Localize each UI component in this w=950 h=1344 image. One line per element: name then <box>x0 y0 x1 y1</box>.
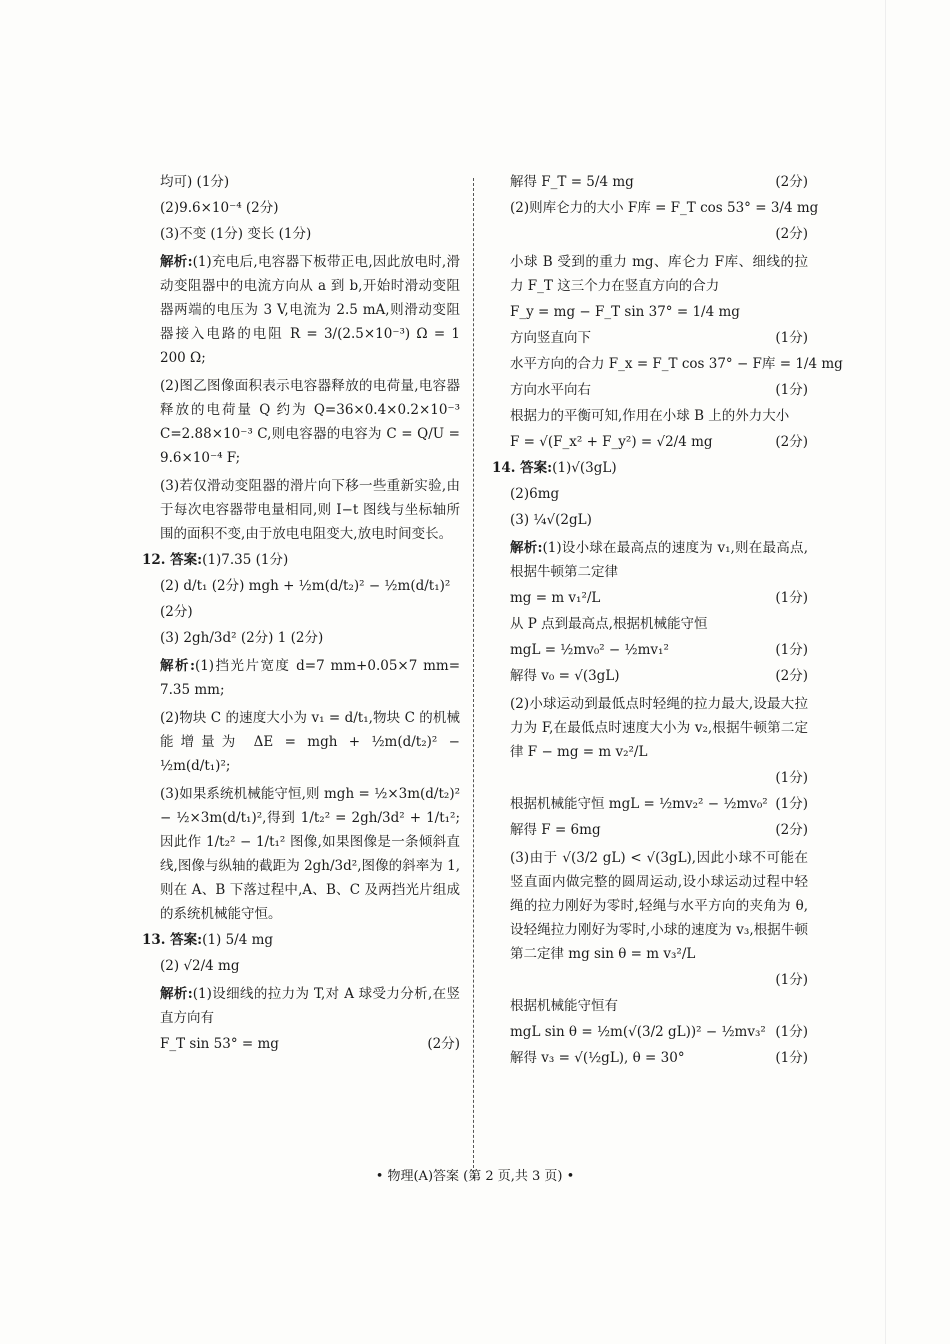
equation-line: 水平方向的合力 F_x = F_T cos 37° − F库 = 1/4 mg <box>510 356 843 372</box>
analysis-para: (3)由于 √(3/2 gL) < √(3gL),因此小球不可能在竖直面内做完整的圆周运动,设小球运动过程中轻绳的拉力刚好为零时,轻绳与水平方向的夹角为 θ,设轻绳拉力刚好为零时,小球的速度为 v₃,根据牛顿第二定律 mg sin θ = m v₃²/L <box>510 850 808 962</box>
points: (2分) <box>775 822 808 838</box>
q13-a2: (2) √2/4 mg <box>160 958 240 974</box>
text-line <box>510 328 808 348</box>
equation: mg = m v₁²/L <box>510 590 601 606</box>
points: (2分) <box>427 1036 460 1052</box>
points: (1分) <box>775 590 808 606</box>
text-line <box>510 380 808 400</box>
equation-line <box>510 588 808 608</box>
equation-line: (2)则库仑力的大小 F库 = F_T cos 53° = 3/4 mg <box>510 200 819 216</box>
points: (1分) <box>775 770 808 786</box>
text-line: 从 P 点到最高点,根据机械能守恒 <box>510 616 708 632</box>
q12-analysis: (2)物块 C 的速度大小为 v₁ = d/t₁,物块 C 的机械能增量为 ΔE = mgh + ½m(d/t₂)² − ½m(d/t₁)²; <box>160 710 460 774</box>
points-line <box>510 970 808 990</box>
points-line <box>510 768 808 788</box>
answer-line: (2)9.6×10⁻⁴ (2分) <box>160 200 279 216</box>
points: (2分) <box>775 174 808 190</box>
analysis-text: (1)设细线的拉力为 T,对 A 球受力分析,在竖直方向有 <box>160 986 460 1026</box>
analysis-para <box>160 250 460 370</box>
q12-analysis <box>160 654 460 702</box>
equation: 解得 v₃ = √(½gL), θ = 30° <box>510 1050 685 1066</box>
q12-answer <box>142 550 442 570</box>
analysis-para: (3)若仅滑动变阻器的滑片向下移一些重新实验,由于每次电容器带电量相同,则 I−t 图线与坐标轴所围的面积不变,由于放电电阻变大,放电时间变长。 <box>160 478 460 542</box>
answer-line: (3)不变 (1分) 变长 (1分) <box>160 226 312 242</box>
analysis-para: 小球 B 受到的重力 mg、库仑力 F库、细线的拉力 F_T 这三个力在竖直方向的合力 <box>510 254 808 294</box>
analysis-label: 解析: <box>160 254 193 270</box>
analysis-label: 解析: <box>160 986 193 1002</box>
points-line <box>510 224 808 244</box>
text: 方向水平向右 <box>510 382 591 398</box>
equation-line <box>510 640 808 660</box>
text: 方向竖直向下 <box>510 330 591 346</box>
q12-a3: (3) 2gh/3d² (2分) 1 (2分) <box>160 630 324 646</box>
points: (2分) <box>775 668 808 684</box>
equation: 解得 F = 6mg <box>510 822 601 838</box>
text-line: 根据力的平衡可知,作用在小球 B 上的外力大小 <box>510 408 790 424</box>
equation-line <box>510 666 808 686</box>
analysis-text: (1)设小球在最高点的速度为 v₁,则在最高点,根据牛顿第二定律 <box>510 540 808 580</box>
analysis-text: (1)挡光片宽度 d=7 mm+0.05×7 mm= 7.35 mm; <box>160 658 461 698</box>
equation-line: F_y = mg − F_T sin 37° = 1/4 mg <box>510 304 740 320</box>
equation-line <box>510 432 808 452</box>
analysis-label: 解析: <box>160 658 195 674</box>
q13-a1: (1) 5/4 mg <box>202 932 274 948</box>
q13-answer <box>142 930 442 950</box>
q14-a3: (3) ¼√(2gL) <box>510 512 592 528</box>
analysis-label: 解析: <box>510 540 543 556</box>
equation: 解得 v₀ = √(3gL) <box>510 668 620 684</box>
equation: 解得 F_T = 5/4 mg <box>510 174 634 190</box>
analysis-text: (1)充电后,电容器下板带正电,因此放电时,滑动变阻器中的电流方向从 a 到 b,开始时滑动变阻器两端的电压为 3 V,电流为 2.5 mA,则滑动变阻器接入电路的电阻 R = 3/(2.5×10⁻³) Ω = 1 200 Ω; <box>160 254 460 366</box>
equation-line <box>510 1022 808 1042</box>
right-column <box>492 172 843 1074</box>
points: (1分) <box>775 972 808 988</box>
points: (1分) <box>775 642 808 658</box>
points: (1分) <box>775 382 808 398</box>
q14-a2: (2)6mg <box>510 486 560 502</box>
q12-a1: (1)7.35 (1分) <box>202 552 289 568</box>
q14-label: 14. 答案: <box>492 460 553 476</box>
page-footer: • 物理(A)答案 (第 2 页,共 3 页) • <box>375 1169 575 1184</box>
points: (1分) <box>775 330 808 346</box>
q14-analysis <box>510 536 808 584</box>
equation: mgL sin θ = ½m(√(3/2 gL))² − ½mv₃² <box>510 1024 766 1040</box>
q12-a2: (2) d/t₁ (2分) mgh + ½m(d/t₂)² − ½m(d/t₁)² <box>160 578 451 594</box>
points: (2分) <box>775 226 808 242</box>
points: (2分) <box>775 434 808 450</box>
q14-a1: (1)√(3gL) <box>552 460 617 476</box>
q12-label: 12. 答案: <box>142 552 203 568</box>
points: (1分) <box>775 796 808 812</box>
q13-analysis <box>160 982 460 1030</box>
q12-a2-points: (2分) <box>160 604 193 620</box>
q13-label: 13. 答案: <box>142 932 203 948</box>
q14-answer <box>492 458 790 478</box>
text-line: 根据机械能守恒有 <box>510 998 618 1014</box>
equation: 根据机械能守恒 mgL = ½mv₂² − ½mv₀² <box>510 796 768 812</box>
analysis-para: (2)小球运动到最低点时轻绳的拉力最大,设最大拉力为 F,在最低点时速度大小为 v₂,根据牛顿第二定律 F − mg = m v₂²/L <box>510 696 808 760</box>
equation-line <box>510 172 808 192</box>
answer-line: 均可) (1分) <box>160 174 230 190</box>
equation: F = √(F_x² + F_y²) = √2/4 mg <box>510 434 713 450</box>
equation-line <box>510 794 808 814</box>
points: (1分) <box>775 1050 808 1066</box>
q12-analysis: (3)如果系统机械能守恒,则 mgh = ½×3m(d/t₂)² − ½×3m(d/t₁)²,得到 1/t₂² = 2gh/3d² + 1/t₁²;因此作 1/t₂² − 1/t₁² 图像,如果图像是一条倾斜直线,图像与纵轴的截距为 2gh/3d²,图像的斜率为 1,则在 A、B 下落过程中,A、B、C 及两挡光片组成的系统机械能守恒。 <box>160 786 460 922</box>
page-edge <box>885 0 886 1344</box>
equation: F_T sin 53° = mg <box>160 1036 279 1052</box>
left-column <box>142 172 461 1060</box>
equation-line <box>510 1048 808 1068</box>
column-divider <box>473 178 474 1178</box>
points: (1分) <box>775 1024 808 1040</box>
equation-line <box>160 1034 460 1054</box>
equation-line <box>510 820 808 840</box>
equation: mgL = ½mv₀² − ½mv₁² <box>510 642 669 658</box>
analysis-para: (2)图乙图像面积表示电容器释放的电荷量,电容器释放的电荷量 Q 约为 Q=36×0.4×0.2×10⁻³ C=2.88×10⁻³ C,则电容器的电容为 C = Q/U = 9.6×10⁻⁴ F; <box>160 378 460 466</box>
